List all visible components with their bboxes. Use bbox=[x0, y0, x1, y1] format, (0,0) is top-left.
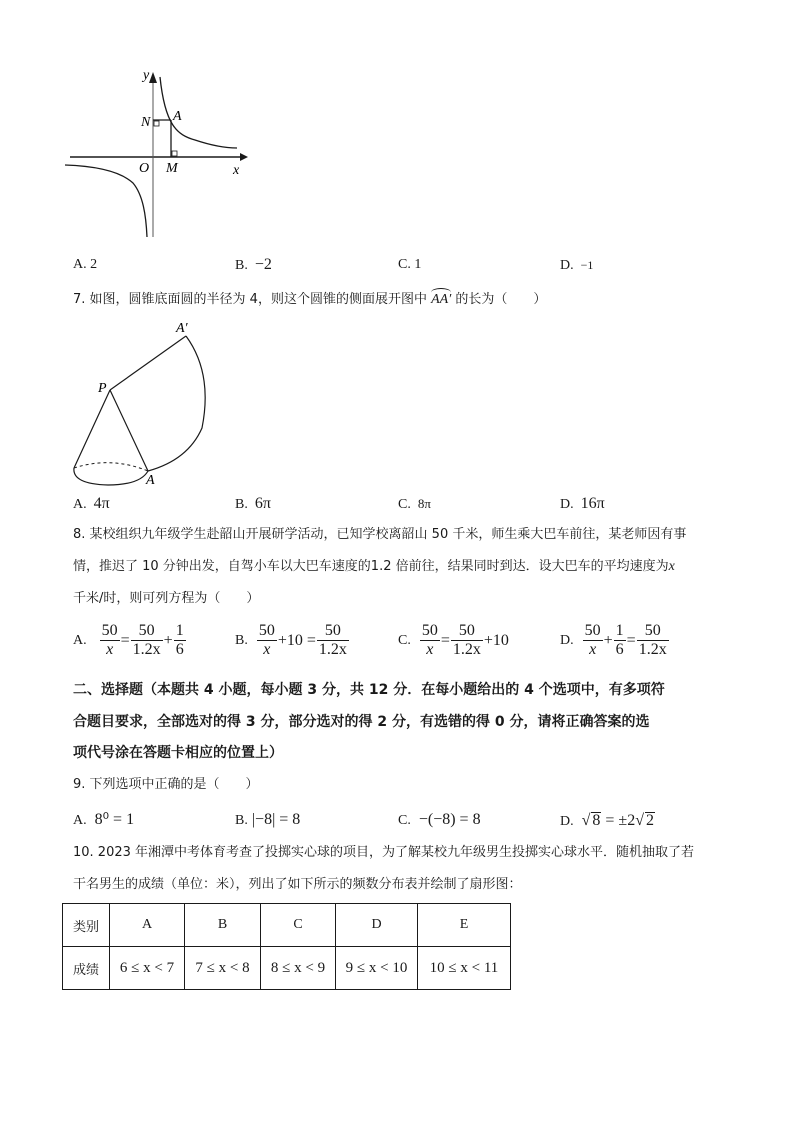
option-value: 4π bbox=[93, 495, 110, 512]
denominator: 1.2x bbox=[132, 641, 161, 658]
q7-stem-before: 7. 如图，圆锥底面圆的半径为 4，则这个圆锥的侧面展开图中 bbox=[73, 292, 427, 307]
label-N: N bbox=[141, 115, 151, 130]
q8-option-b[interactable] bbox=[235, 622, 350, 659]
numerator: 1 bbox=[615, 622, 624, 639]
q7-option-d[interactable] bbox=[560, 496, 605, 513]
q8-stem-line3: 千米/时，则可列方程为（ ） bbox=[73, 591, 260, 606]
table-row-score bbox=[63, 947, 511, 990]
denominator: 6 bbox=[175, 641, 184, 658]
q7-stem-after: 的长为（ ） bbox=[455, 292, 547, 307]
table-cell: 8 ≤ x < 9 bbox=[261, 947, 336, 990]
option-value: −2 bbox=[254, 256, 272, 273]
numerator: 1 bbox=[175, 622, 184, 639]
numerator: 50 bbox=[584, 622, 601, 639]
option-value: 8π bbox=[417, 496, 431, 511]
table-cell: 6 ≤ x < 7 bbox=[110, 947, 185, 990]
section2-heading-line3: 项代号涂在答题卡相应的位置上） bbox=[73, 745, 283, 761]
q7-stem bbox=[73, 292, 546, 308]
q10-stem-line2: 干名男生的成绩（单位：米），列出了如下所示的频数分布表并绘制了扇形图： bbox=[73, 877, 522, 892]
numerator: 50 bbox=[258, 622, 275, 639]
denominator: 6 bbox=[615, 641, 624, 658]
option-value: 8⁰ = 1 bbox=[94, 811, 135, 828]
q8-stem-line2 bbox=[73, 559, 675, 575]
q9-option-a[interactable] bbox=[73, 812, 134, 829]
label-A: A bbox=[173, 109, 182, 124]
hyperbola-branch-q3 bbox=[65, 165, 147, 237]
option-label: C. bbox=[398, 257, 411, 272]
q8-var-x: x bbox=[668, 559, 675, 574]
fraction bbox=[451, 622, 483, 659]
q8-option-d[interactable] bbox=[560, 622, 670, 659]
table-cell: 9 ≤ x < 10 bbox=[336, 947, 418, 990]
cone-slant-left bbox=[74, 390, 110, 468]
numerator: 50 bbox=[317, 622, 349, 641]
operator: = bbox=[626, 631, 636, 649]
x-axis-arrow bbox=[240, 153, 248, 161]
right-angle-M bbox=[172, 151, 177, 156]
numerator: 50 bbox=[637, 622, 669, 641]
section2-heading-line2: 合题目要求，全部选对的得 3 分，部分选对的得 2 分，有选错的得 0 分，请将正确答案的选 bbox=[73, 714, 650, 730]
label-A-prime: A′ bbox=[176, 321, 188, 336]
option-label: B. bbox=[235, 813, 248, 828]
operator: = bbox=[440, 631, 450, 649]
q6-option-a[interactable] bbox=[73, 257, 97, 273]
q9-option-b[interactable] bbox=[235, 812, 300, 829]
section2-heading-line1: 二、选择题（本题共 4 小题，每小题 3 分，共 12 分．在每小题给出的 4 个选项中，有多项符 bbox=[73, 682, 665, 698]
option-label: C. bbox=[398, 813, 411, 828]
q8-line2-text: 情，推迟了 10 分钟出发，自驾小车以大巴车速度的1.2 倍前往，结果同时到达．设大巴车的平均速度为 bbox=[73, 559, 669, 574]
table-cell: D bbox=[336, 904, 418, 947]
fraction bbox=[614, 622, 626, 659]
fraction bbox=[317, 622, 349, 659]
denominator: x bbox=[106, 641, 114, 658]
q6-option-b[interactable] bbox=[235, 257, 272, 274]
table-cell: 10 ≤ x < 11 bbox=[418, 947, 511, 990]
q7-option-c[interactable] bbox=[398, 496, 431, 513]
table-row-category bbox=[63, 904, 511, 947]
fraction bbox=[100, 622, 120, 659]
q8-stem-line1: 8. 某校组织九年级学生赴韶山开展研学活动，已知学校离韶山 50 千米，师生乘大巴车前往，某老师因有事 bbox=[73, 527, 687, 542]
q9-option-c[interactable] bbox=[398, 812, 481, 829]
row-header: 类别 bbox=[63, 904, 110, 947]
cone-figure bbox=[68, 318, 218, 490]
fraction bbox=[420, 622, 440, 659]
option-value: 1 bbox=[414, 257, 422, 272]
numerator: 50 bbox=[131, 622, 163, 641]
table-cell: B bbox=[185, 904, 261, 947]
cone-slant-PA bbox=[110, 390, 148, 471]
frequency-table bbox=[62, 903, 511, 990]
denominator: 1.2x bbox=[638, 641, 667, 658]
numerator: 50 bbox=[451, 622, 483, 641]
denominator: 1.2x bbox=[318, 641, 347, 658]
option-value: −(−8) = 8 bbox=[418, 811, 481, 828]
q9-stem: 9. 下列选项中正确的是（ ） bbox=[73, 777, 259, 792]
fraction bbox=[257, 622, 277, 659]
arc-AA-prime: AA′ bbox=[431, 292, 452, 307]
denominator: x bbox=[426, 641, 434, 658]
operator: + bbox=[163, 631, 173, 649]
q7-option-a[interactable] bbox=[73, 496, 110, 513]
fraction bbox=[637, 622, 669, 659]
option-label: A. bbox=[73, 813, 87, 828]
operator: +10 bbox=[483, 631, 509, 649]
option-label: B. bbox=[235, 258, 248, 273]
option-label: C. bbox=[398, 497, 411, 512]
sector-radius-PA-prime bbox=[110, 336, 186, 390]
option-label: A. bbox=[73, 257, 87, 272]
cone-base-front bbox=[74, 468, 148, 485]
sqrt-radicand: 2 bbox=[646, 812, 654, 829]
table-cell: E bbox=[418, 904, 511, 947]
q6-option-d[interactable] bbox=[560, 257, 593, 274]
hyperbola-figure bbox=[65, 65, 255, 240]
option-label: A. bbox=[73, 632, 87, 648]
right-angle-N bbox=[154, 121, 159, 126]
operator: + bbox=[603, 631, 613, 649]
label-x: x bbox=[233, 163, 240, 178]
label-M: M bbox=[166, 161, 178, 176]
q9-option-d[interactable] bbox=[560, 812, 655, 830]
fraction bbox=[583, 622, 603, 659]
option-label: C. bbox=[398, 632, 411, 648]
row-header: 成绩 bbox=[63, 947, 110, 990]
option-label: D. bbox=[560, 814, 574, 829]
denominator: x bbox=[589, 641, 597, 658]
numerator: 50 bbox=[421, 622, 438, 639]
denominator: x bbox=[263, 641, 271, 658]
operator: = bbox=[120, 631, 130, 649]
option-label: D. bbox=[560, 258, 574, 273]
operator: +10 = bbox=[277, 631, 316, 649]
option-value: |−8| = 8 bbox=[251, 811, 301, 828]
cone-base-back bbox=[74, 463, 148, 471]
table-cell: C bbox=[261, 904, 336, 947]
option-value-mid: = ±2 bbox=[601, 812, 636, 829]
q7-option-b[interactable] bbox=[235, 496, 271, 513]
sqrt-symbol: √ bbox=[635, 812, 644, 829]
option-label: B. bbox=[235, 497, 248, 512]
sqrt-symbol: √ bbox=[581, 812, 591, 829]
q6-option-c[interactable] bbox=[398, 257, 421, 273]
option-value: 6π bbox=[254, 495, 271, 512]
fraction bbox=[174, 622, 186, 659]
fraction bbox=[131, 622, 163, 659]
y-axis-arrow bbox=[149, 72, 157, 83]
numerator: 50 bbox=[101, 622, 118, 639]
q8-option-c[interactable] bbox=[398, 622, 509, 659]
option-label: A. bbox=[73, 497, 87, 512]
q10-stem-line1: 10. 2023 年湘潭中考体育考查了投掷实心球的项目，为了解某校九年级男生投掷实心球水平．随机抽取了若 bbox=[73, 845, 695, 860]
option-label: D. bbox=[560, 632, 574, 648]
table-cell: A bbox=[110, 904, 185, 947]
denominator: 1.2x bbox=[452, 641, 481, 658]
label-P: P bbox=[98, 381, 107, 396]
label-O: O bbox=[139, 161, 150, 176]
option-value: 16π bbox=[580, 495, 605, 512]
table-cell: 7 ≤ x < 8 bbox=[185, 947, 261, 990]
label-y: y bbox=[143, 68, 150, 83]
option-value: 2 bbox=[90, 257, 98, 272]
q8-option-a[interactable] bbox=[73, 622, 187, 659]
option-label: D. bbox=[560, 497, 574, 512]
sqrt-radicand: 8 bbox=[592, 812, 601, 829]
label-A-cone: A bbox=[146, 473, 155, 488]
option-label: B. bbox=[235, 632, 248, 648]
option-value: −1 bbox=[580, 258, 594, 272]
